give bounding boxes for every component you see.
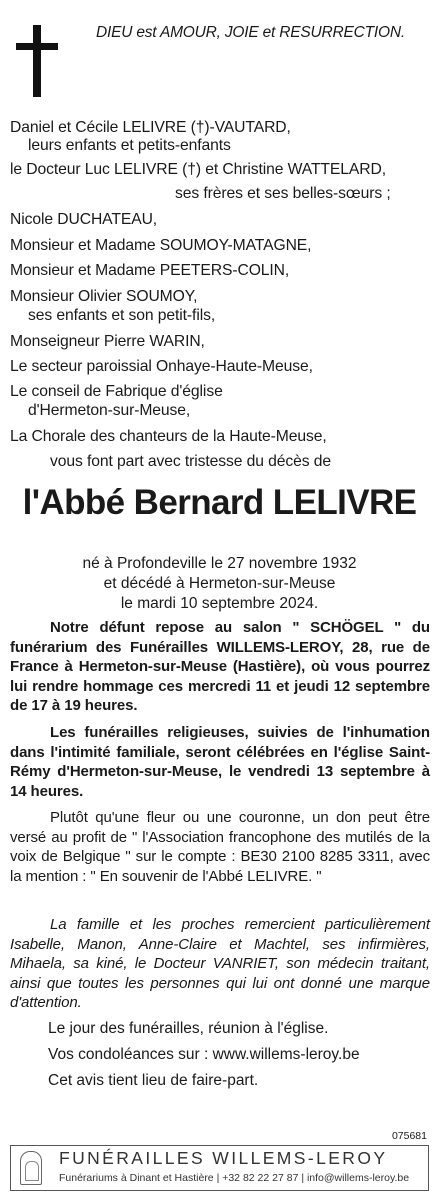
visitation-paragraph: Notre défunt repose au salon " SCHÖGEL " du funérarium des Funérailles WILLEMS-LEROY, 28, rue de France à Hermeton-sur-Meuse (Hastière), où vous pourrez lui rendre hommage ces mercredi 11 et jeudi 12 septembre de 17 à 19 heures. bbox=[10, 619, 430, 714]
family-line: d'Hermeton-sur-Meuse, bbox=[28, 402, 191, 419]
cross-icon bbox=[16, 25, 58, 97]
thanks-paragraph: La famille et les proches remercient particulièrement Isabelle, Manon, Anne-Claire et Machtel, ses infirmières, Mihaela, sa kiné, le Docteur VANRIET, son médecin traitant, ainsi que toutes les personnes qui lui ont donné une marque d'attention. bbox=[10, 916, 430, 1011]
family-line: Monseigneur Pierre WARIN, bbox=[10, 333, 205, 350]
family-line: ses frères et ses belles-sœurs ; bbox=[175, 185, 391, 202]
family-line: ses enfants et son petit-fils, bbox=[28, 307, 216, 324]
motto: DIEU est AMOUR, JOIE et RESURRECTION. bbox=[96, 24, 405, 41]
family-line: La Chorale des chanteurs de la Haute-Meuse, bbox=[10, 428, 327, 445]
urn-logo-icon bbox=[20, 1151, 42, 1185]
brand-name: FUNÉRAILLES WILLEMS-LEROY bbox=[59, 1148, 388, 1168]
closing-line: Le jour des funérailles, réunion à l'église. bbox=[48, 1020, 329, 1037]
birth-line: le mardi 10 septembre 2024. bbox=[120, 595, 319, 612]
birth-line: et décédé à Hermeton-sur-Meuse bbox=[103, 575, 336, 592]
funeral-paragraph: Les funérailles religieuses, suivies de l'inhumation dans l'intimité familiale, seront célébrées en l'église Saint-Rémy d'Hermeton-sur-Meuse, le vendredi 13 septembre à 14 heures. bbox=[10, 724, 430, 800]
contact-info: Funérariums à Dinant et Hastière | +32 82 22 27 87 | info@willems-leroy.be bbox=[59, 1172, 410, 1184]
family-line: Monsieur Olivier SOUMOY, bbox=[10, 288, 198, 305]
family-line: Daniel et Cécile LELIVRE (†)-VAUTARD, bbox=[10, 119, 291, 136]
funeral-home-footer bbox=[10, 1145, 429, 1191]
family-line: Monsieur et Madame PEETERS-COLIN, bbox=[10, 262, 290, 279]
reference-number: 075681 bbox=[391, 1130, 427, 1142]
family-line: Monsieur et Madame SOUMOY-MATAGNE, bbox=[10, 237, 312, 254]
donation-paragraph: Plutôt qu'une fleur ou une couronne, un don peut être versé au profit de " l'Association francophone des mutilés de la voix de Belgique " sur le compte : BE30 2100 8285 3311, avec la mention : " En souvenir de l'Abbé LELIVRE. " bbox=[10, 809, 430, 885]
family-line: le Docteur Luc LELIVRE (†) et Christine WATTELARD, bbox=[10, 161, 386, 178]
family-line: leurs enfants et petits-enfants bbox=[28, 137, 231, 154]
birth-line: né à Profondeville le 27 novembre 1932 bbox=[82, 555, 357, 572]
family-line: Le conseil de Fabrique d'église bbox=[10, 383, 223, 400]
deceased-name: l'Abbé Bernard LELIVRE bbox=[22, 483, 417, 522]
condolences-line: Vos condoléances sur : www.willems-leroy.be bbox=[48, 1046, 360, 1063]
family-line: Le secteur paroissial Onhaye-Haute-Meuse, bbox=[10, 358, 313, 375]
announcement-line: vous font part avec tristesse du décès de bbox=[50, 453, 332, 470]
closing-line: Cet avis tient lieu de faire-part. bbox=[48, 1072, 259, 1089]
family-line: Nicole DUCHATEAU, bbox=[10, 211, 158, 228]
